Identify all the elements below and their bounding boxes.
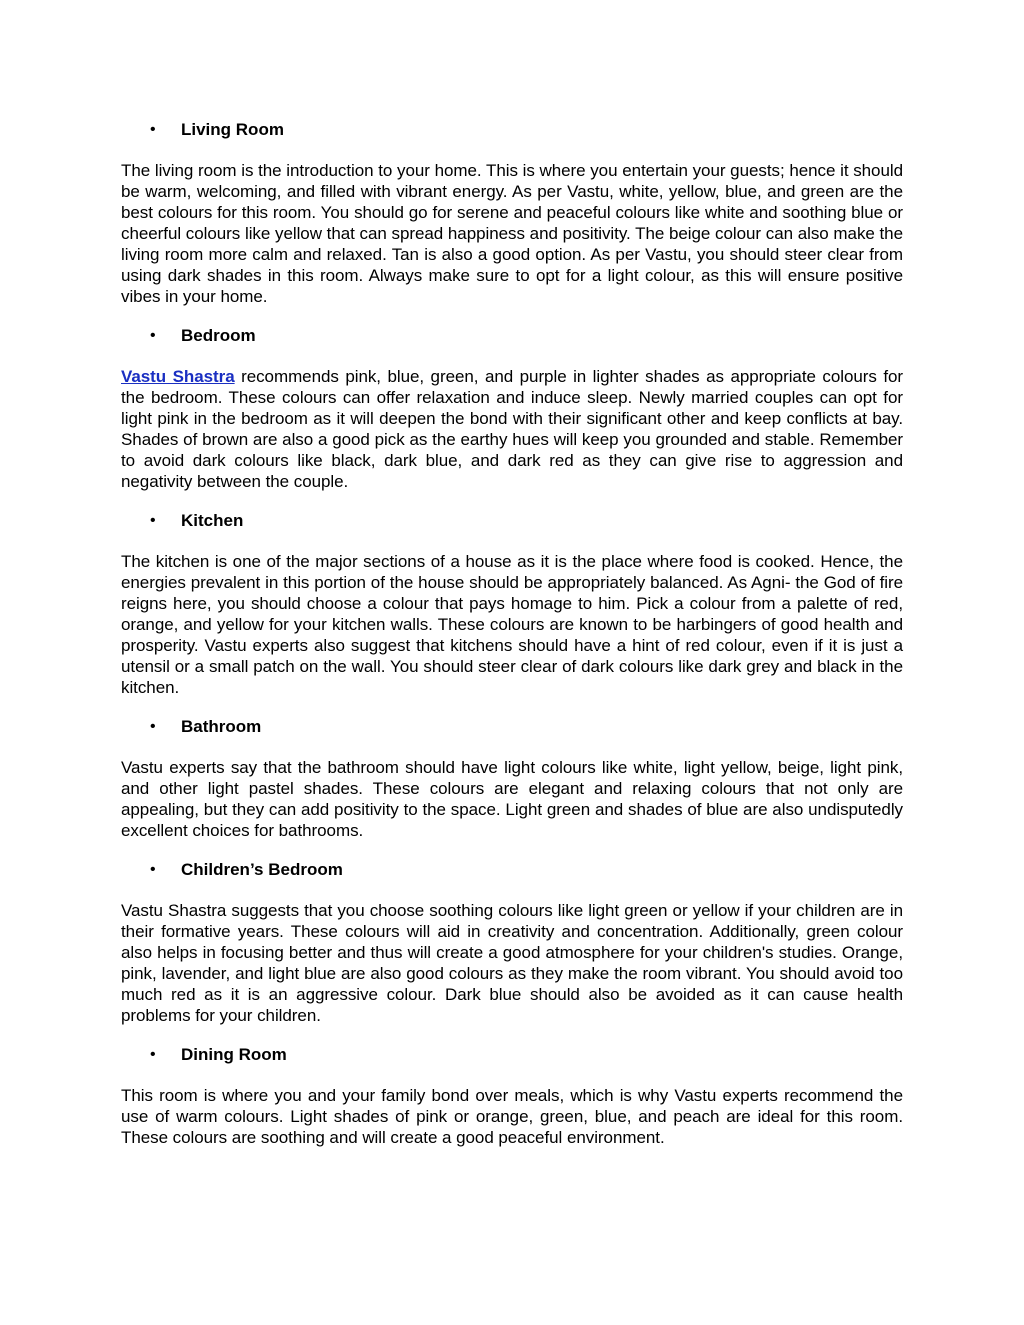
section-heading [121, 118, 903, 142]
heading-bathroom: Bathroom [181, 717, 262, 736]
section-bathroom [121, 715, 903, 858]
heading-dining-room: Dining Room [181, 1045, 287, 1064]
heading-bedroom: Bedroom [181, 326, 256, 345]
section-kitchen [121, 509, 903, 715]
bullet-icon: • [150, 861, 156, 878]
section-living-room [121, 118, 903, 324]
paragraph-dining-room: This room is where you and your family bond over meals, which is why Vastu experts recommend the use of warm colours. Light shades of pink or orange, green, blue, and peach are ideal for this room. These colours are soothing and will create a good peaceful environment. [121, 1086, 903, 1147]
heading-childrens-bedroom: Children’s Bedroom [181, 860, 343, 879]
bullet-icon: • [150, 327, 156, 344]
section-childrens-bedroom [121, 858, 903, 1043]
section-dining-room [121, 1043, 903, 1148]
vastu-shastra-link[interactable]: Vastu Shastra [121, 367, 235, 386]
section-heading [121, 509, 903, 533]
paragraph-bathroom: Vastu experts say that the bathroom should have light colours like white, light yellow, beige, light pink, and other light pastel shades. These colours are elegant and relaxing colours that not only are appealing, but they can add positivity to the space. Light green and shades of blue are also undisputedly excellent choices for bathrooms. [121, 758, 903, 840]
document-page [121, 118, 903, 1148]
paragraph-bedroom [121, 366, 903, 492]
paragraph-childrens-bedroom: Vastu Shastra suggests that you choose soothing colours like light green or yellow if your children are in their formative years. These colours will aid in creativity and concentration. Additionally, green colour also helps in focusing better and thus will create a good atmosphere for your children's studies. Orange, pink, lavender, and light blue are also good colours as they make the room vibrant. You should avoid too much red as it is an aggressive colour. Dark blue should also be avoided as it can cause health problems for your children. [121, 901, 903, 1025]
section-heading [121, 324, 903, 348]
heading-living-room: Living Room [181, 120, 284, 139]
heading-kitchen: Kitchen [181, 511, 244, 530]
section-heading [121, 858, 903, 882]
paragraph-living-room: The living room is the introduction to your home. This is where you entertain your guests; hence it should be warm, welcoming, and filled with vibrant energy. As per Vastu, white, yellow, blue, and green are the best colours for this room. You should go for serene and peaceful colours like white and soothing blue or cheerful colours like yellow that can spread happiness and positivity. The beige colour can also make the living room more calm and relaxed. Tan is also a good option. As per Vastu, you should steer clear from using dark shades in this room. Always make sure to opt for a light colour, as this will ensure positive vibes in your home. [121, 161, 903, 306]
bullet-icon: • [150, 121, 156, 138]
bullet-icon: • [150, 1046, 156, 1063]
section-bedroom [121, 324, 903, 509]
paragraph-kitchen: The kitchen is one of the major sections of a house as it is the place where food is cooked. Hence, the energies prevalent in this portion of the house should be appropriately balanced. As Agni- the God of fire reigns here, you should choose a colour that pays homage to him. Pick a colour from a palette of red, orange, and yellow for your kitchen walls. These colours are known to be harbingers of good health and prosperity. Vastu experts also suggest that kitchens should have a hint of red colour, even if it is just a utensil or a small patch on the wall. You should steer clear of dark colours like dark grey and black in the kitchen. [121, 552, 903, 697]
section-heading [121, 715, 903, 739]
section-heading [121, 1043, 903, 1067]
bullet-icon: • [150, 718, 156, 735]
bullet-icon: • [150, 512, 156, 529]
paragraph-bedroom-text: recommends pink, blue, green, and purple in lighter shades as appropriate colours for the bedroom. These colours can offer relaxation and induce sleep. Newly married couples can opt for light pink in the bedroom as it will deepen the bond with their significant other and keep conflicts at bay. Shades of brown are also a good pick as the earthy hues will keep you grounded and stable. Remember to avoid dark colours like black, dark blue, and dark red as they can give rise to aggression and negativity between the couple. [121, 367, 904, 491]
